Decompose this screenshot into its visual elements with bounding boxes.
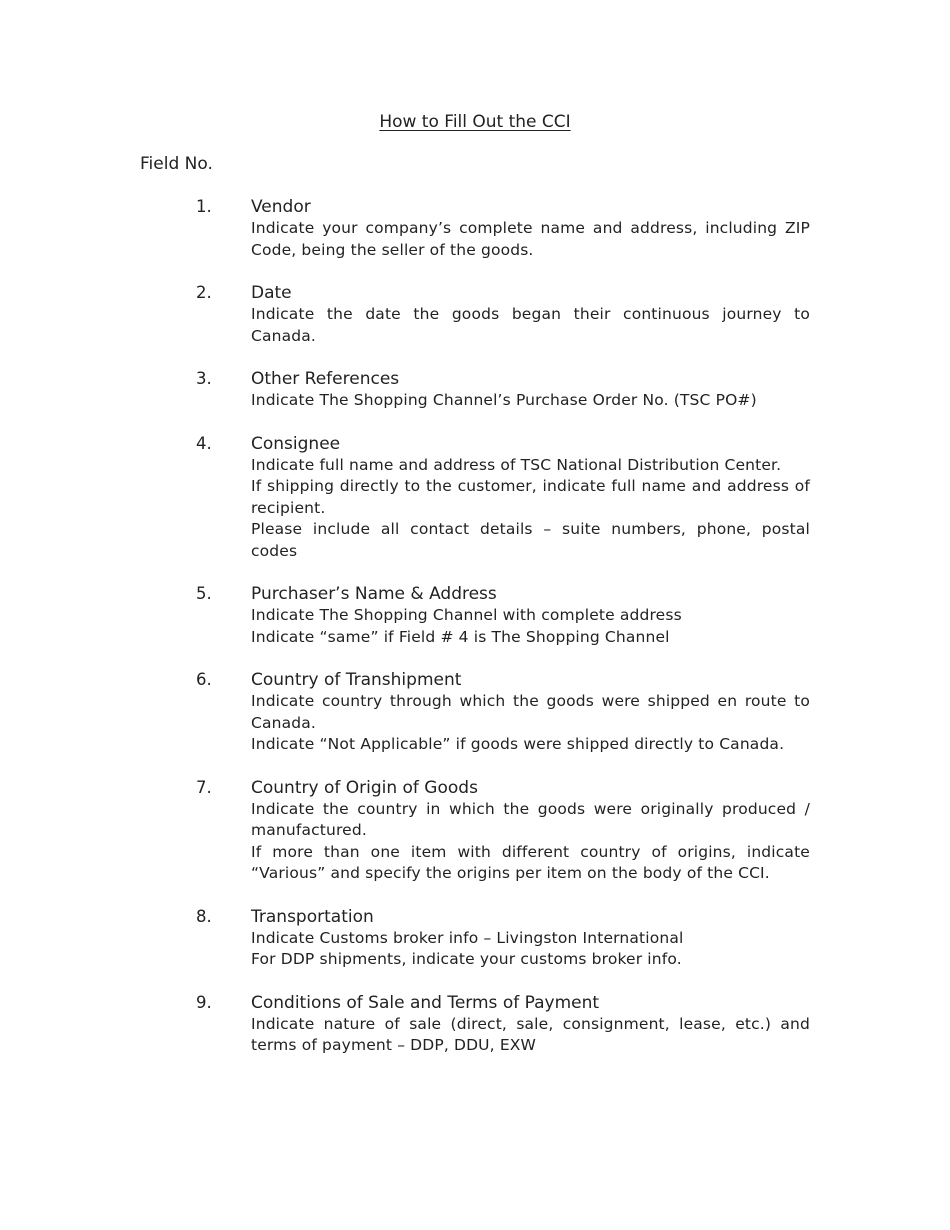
field-title: Country of Transhipment: [251, 670, 462, 690]
field-item-5: [196, 583, 810, 648]
field-list: [196, 196, 810, 1078]
field-instruction: Indicate “same” if Field # 4 is The Shopping Channel: [251, 627, 670, 646]
page-title-text: How to Fill Out the CCI: [379, 112, 571, 132]
field-title: Transportation: [251, 906, 374, 927]
field-number: 2.: [196, 283, 212, 302]
field-instruction: Indicate The Shopping Channel with complete address: [251, 606, 682, 624]
field-title: Consignee: [251, 433, 341, 454]
field-instruction: Indicate the date the goods began their continuous journey to Canada.: [251, 305, 810, 345]
field-instruction: If more than one item with different country of origins, indicate “Various” and specify the origins per item on the body of the CCI.: [251, 842, 810, 882]
field-item-6: [196, 669, 810, 756]
field-number: 3.: [196, 369, 212, 388]
field-instruction: Indicate the country in which the goods were originally produced / manufactured.: [251, 799, 810, 839]
field-instruction: Indicate The Shopping Channel’s Purchase Order No. (TSC PO#): [251, 391, 757, 409]
field-item-3: [196, 368, 810, 412]
field-instruction: If shipping directly to the customer, indicate full name and address of recipient.: [251, 477, 810, 517]
field-item-1: [196, 196, 810, 261]
field-number: 6.: [196, 670, 212, 689]
field-instruction: Indicate your company’s complete name and address, including ZIP Code, being the seller of the goods.: [251, 219, 810, 259]
field-title: Conditions of Sale and Terms of Payment: [251, 992, 600, 1013]
field-title: Country of Origin of Goods: [251, 777, 478, 798]
field-title: Other References: [251, 369, 400, 389]
field-title: Vendor: [251, 197, 311, 217]
field-instruction: For DDP shipments, indicate your customs broker info.: [251, 950, 682, 968]
field-instruction: Indicate “Not Applicable” if goods were shipped directly to Canada.: [251, 735, 785, 753]
field-item-7: [196, 777, 810, 885]
page-title: [0, 111, 950, 133]
field-title: Purchaser’s Name & Address: [251, 584, 497, 604]
field-number: 5.: [196, 584, 212, 603]
field-item-2: [196, 282, 810, 347]
field-instruction: Please include all contact details – suite numbers, phone, postal codes: [251, 520, 810, 560]
field-instruction: Indicate country through which the goods were shipped en route to Canada.: [251, 692, 810, 732]
field-item-9: [196, 992, 810, 1057]
field-number: 9.: [196, 992, 212, 1012]
field-instruction: Indicate full name and address of TSC National Distribution Center.: [251, 455, 782, 474]
field-instruction: Indicate nature of sale (direct, sale, consignment, lease, etc.) and terms of payment – DDP, DDU, EXW: [251, 1014, 810, 1054]
field-instruction: Indicate Customs broker info – Livingston International: [251, 928, 684, 947]
field-item-8: [196, 906, 810, 971]
field-number: 4.: [196, 433, 212, 453]
field-title: Date: [251, 283, 292, 303]
field-number-heading: Field No.: [140, 154, 213, 174]
field-number: 8.: [196, 906, 212, 926]
field-item-4: [196, 433, 810, 563]
field-number: 1.: [196, 197, 212, 216]
field-number: 7.: [196, 777, 212, 797]
